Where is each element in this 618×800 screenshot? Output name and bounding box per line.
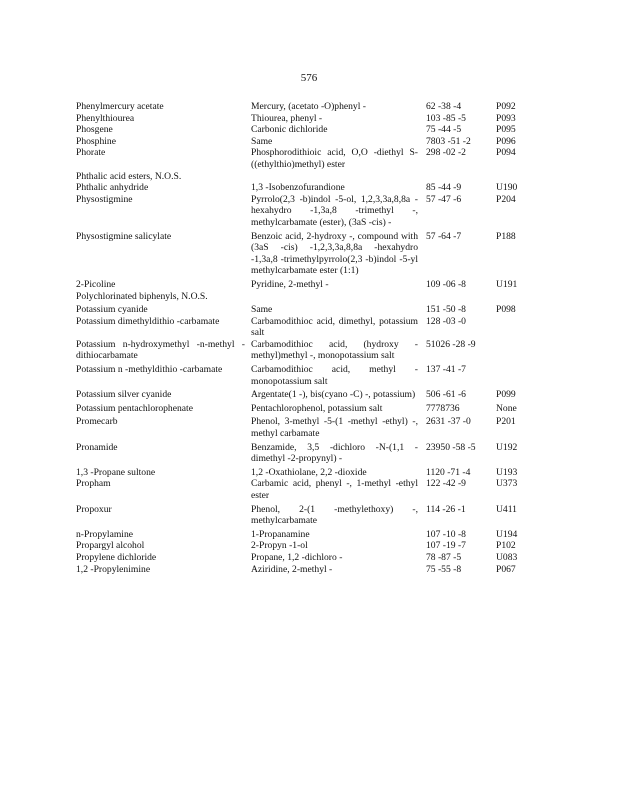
cas-number: 107 -19 -7 xyxy=(426,540,466,552)
cas-number xyxy=(426,171,496,183)
cas-number: 151 -50 -8 xyxy=(426,304,466,316)
cas-number: 298 -02 -2 xyxy=(426,147,466,159)
table-row xyxy=(76,540,546,552)
table-row xyxy=(76,147,546,170)
cas-number: 109 -06 -8 xyxy=(426,278,466,290)
table-row xyxy=(76,442,546,465)
table-row xyxy=(76,552,546,564)
cas-number: 62 -38 -4 xyxy=(426,101,462,112)
waste-code: U083 xyxy=(496,551,518,563)
substance-name: Phosphine xyxy=(76,135,116,147)
cas-number: 75 -44 -5 xyxy=(426,124,462,136)
cas-number: 1120 -71 -4 xyxy=(426,466,471,478)
table-row xyxy=(76,339,546,362)
waste-code: P102 xyxy=(496,540,516,552)
chemical-name: Thiourea, phenyl - xyxy=(251,112,323,124)
cas-number: 103 -85 -5 xyxy=(426,112,466,124)
substance-name: Propham xyxy=(76,478,111,490)
chemical-name: Aziridine, 2-methyl - xyxy=(251,563,333,575)
waste-code: P204 xyxy=(496,193,516,205)
chemical-name: Pyridine, 2-methyl - xyxy=(251,278,329,290)
chemical-name: Phenol, 3-methyl -5-(1 -methyl -ethyl) -, methyl carbamate xyxy=(251,416,418,440)
substance-name: Propylene dichloride xyxy=(76,551,157,563)
page-number: 576 xyxy=(300,72,318,84)
table-row xyxy=(76,136,546,148)
cas-number: 57 -47 -6 xyxy=(426,193,462,205)
chemical-name: Phosphorodithioic acid, O,O -diethyl S-((ethylthio)methyl) ester xyxy=(251,147,418,170)
cas-number: 107 -10 -8 xyxy=(426,528,466,540)
table-row xyxy=(76,124,546,136)
chemical-name: Phenol, 2-(1 -methylethoxy) -, methylcarbamate xyxy=(251,503,418,527)
table-row xyxy=(76,171,546,183)
substance-name: 1,2 -Propylenimine xyxy=(76,563,151,575)
waste-code: None xyxy=(496,402,517,414)
chemical-name: Carbamodithioc acid, dimethyl, potassium salt xyxy=(251,315,418,339)
chemical-name: Benzamide, 3,5 -dichloro -N-(1,1 -dimethyl -2-propynyl) - xyxy=(251,441,418,465)
cas-number: 122 -42 -9 xyxy=(426,478,466,490)
chemical-name: Carbamic acid, phenyl -, 1-methyl -ethyl ester xyxy=(251,478,418,501)
hazardous-waste-table xyxy=(76,101,546,575)
substance-name: 2-Picoline xyxy=(76,278,116,290)
waste-code: P201 xyxy=(496,416,516,428)
cas-number: 7803 -51 -2 xyxy=(426,135,471,147)
substance-name: Promecarb xyxy=(76,416,118,428)
substance-name: Phthalic anhydride xyxy=(76,182,149,194)
waste-code: P188 xyxy=(496,230,516,242)
cas-number: 75 -55 -8 xyxy=(426,563,462,575)
substance-name: Polychlorinated biphenyls, N.O.S. xyxy=(76,290,208,302)
table-row xyxy=(76,316,546,339)
cas-number: 23950 -58 -5 xyxy=(426,441,476,453)
table-row xyxy=(76,194,546,229)
substance-name: Propoxur xyxy=(76,503,112,515)
chemical-name: Benzoic acid, 2-hydroxy -, compound with (3aS -cis) -1,2,3,3a,8,8a -hexahydro -1,3a,8 -trimethylpyrrolo(2,3 -b)indol -5-yl methylcarbamate ester (1:1) xyxy=(251,230,418,277)
substance-name: Potassium n -methyldithio -carbamate xyxy=(76,364,223,376)
table-row xyxy=(76,231,546,277)
cas-number: 78 -87 -5 xyxy=(426,551,462,563)
substance-name: Potassium silver cyanide xyxy=(76,389,172,401)
waste-code: P099 xyxy=(496,389,516,401)
table-row xyxy=(76,564,546,576)
table-row xyxy=(76,478,546,501)
table-row xyxy=(76,389,546,401)
table-row xyxy=(76,529,546,541)
table-row xyxy=(76,101,546,113)
chemical-name: 1-Propanamine xyxy=(251,528,310,540)
cas-number xyxy=(426,291,496,303)
waste-code: P098 xyxy=(496,304,516,316)
chemical-name: Pentachlorophenol, potassium salt xyxy=(251,402,383,414)
substance-name: Physostigmine xyxy=(76,193,133,205)
waste-code: U193 xyxy=(496,466,518,478)
waste-code: P096 xyxy=(496,135,516,147)
table-row xyxy=(76,416,546,439)
chemical-name: Same xyxy=(251,135,273,147)
table-row xyxy=(76,364,546,387)
substance-name: Propargyl alcohol xyxy=(76,540,145,552)
substance-name: Pronamide xyxy=(76,441,118,453)
cas-number: 85 -44 -9 xyxy=(426,182,462,194)
waste-code: U373 xyxy=(496,478,518,490)
waste-code: U192 xyxy=(496,441,518,453)
chemical-name xyxy=(251,291,426,303)
cas-number: 2631 -37 -0 xyxy=(426,416,471,428)
chemical-name: Carbamodithioc acid, (hydroxy -methyl)methyl -, monopotassium salt xyxy=(251,338,418,362)
substance-name: Phthalic acid esters, N.O.S. xyxy=(76,170,182,182)
chemical-name: 2-Propyn -1-ol xyxy=(251,540,308,552)
waste-code xyxy=(496,291,546,303)
chemical-name: Mercury, (acetato -O)phenyl - xyxy=(251,101,366,112)
substance-name: Phosgene xyxy=(76,124,113,136)
waste-code: U194 xyxy=(496,528,518,540)
waste-code xyxy=(496,316,546,339)
substance-name: Potassium dimethyldithio -carbamate xyxy=(76,315,220,327)
chemical-name: 1,3 -Isobenzofurandione xyxy=(251,182,345,194)
waste-code: P092 xyxy=(496,101,516,112)
chemical-name: Propane, 1,2 -dichloro - xyxy=(251,551,343,563)
waste-code: U411 xyxy=(496,503,517,515)
chemical-name: 1,2 -Oxathiolane, 2,2 -dioxide xyxy=(251,466,367,478)
cas-number: 128 -03 -0 xyxy=(426,315,466,327)
cas-number: 57 -64 -7 xyxy=(426,230,462,242)
chemical-name: Carbonic dichloride xyxy=(251,124,328,136)
table-row xyxy=(76,304,546,316)
substance-name: Potassium pentachlorophenate xyxy=(76,402,193,414)
waste-code: P095 xyxy=(496,124,516,136)
chemical-name: Same xyxy=(251,304,273,316)
cas-number: 7778736 xyxy=(426,402,460,414)
cas-number: 506 -61 -6 xyxy=(426,389,466,401)
table-row xyxy=(76,182,546,194)
substance-name: Phenylmercury acetate xyxy=(76,101,164,112)
table-row xyxy=(76,403,546,415)
waste-code xyxy=(496,339,546,362)
waste-code: P093 xyxy=(496,112,516,124)
waste-code xyxy=(496,364,546,387)
substance-name: 1,3 -Propane sultone xyxy=(76,466,156,478)
substance-name: Potassium n-hydroxymethyl -n-methyl -dithiocarbamate xyxy=(76,338,245,362)
table-row xyxy=(76,467,546,479)
chemical-name xyxy=(251,171,426,183)
cas-number: 114 -26 -1 xyxy=(426,503,466,515)
substance-name: Phenylthiourea xyxy=(76,112,135,124)
cas-number: 137 -41 -7 xyxy=(426,364,466,376)
substance-name: Potassium cyanide xyxy=(76,304,148,316)
waste-code: U190 xyxy=(496,182,518,194)
cas-number: 51026 -28 -9 xyxy=(426,338,476,350)
waste-code xyxy=(496,171,546,183)
chemical-name: Pyrrolo(2,3 -b)indol -5-ol, 1,2,3,3a,8,8a -hexahydro -1,3a,8 -trimethyl -, methylcarbamate (ester), (3aS -cis) - xyxy=(251,193,418,228)
table-row xyxy=(76,113,546,125)
substance-name: n-Propylamine xyxy=(76,528,134,540)
substance-name: Phorate xyxy=(76,147,106,159)
table-row xyxy=(76,504,546,527)
waste-code: P067 xyxy=(496,563,516,575)
table-row xyxy=(76,291,546,303)
chemical-name: Argentate(1 -), bis(cyano -C) -, potassium) xyxy=(251,389,416,401)
chemical-name: Carbamodithioc acid, methyl -monopotassium salt xyxy=(251,364,418,387)
substance-name: Physostigmine salicylate xyxy=(76,230,172,242)
table-row xyxy=(76,279,546,291)
waste-code: U191 xyxy=(496,278,518,290)
waste-code: P094 xyxy=(496,147,516,159)
